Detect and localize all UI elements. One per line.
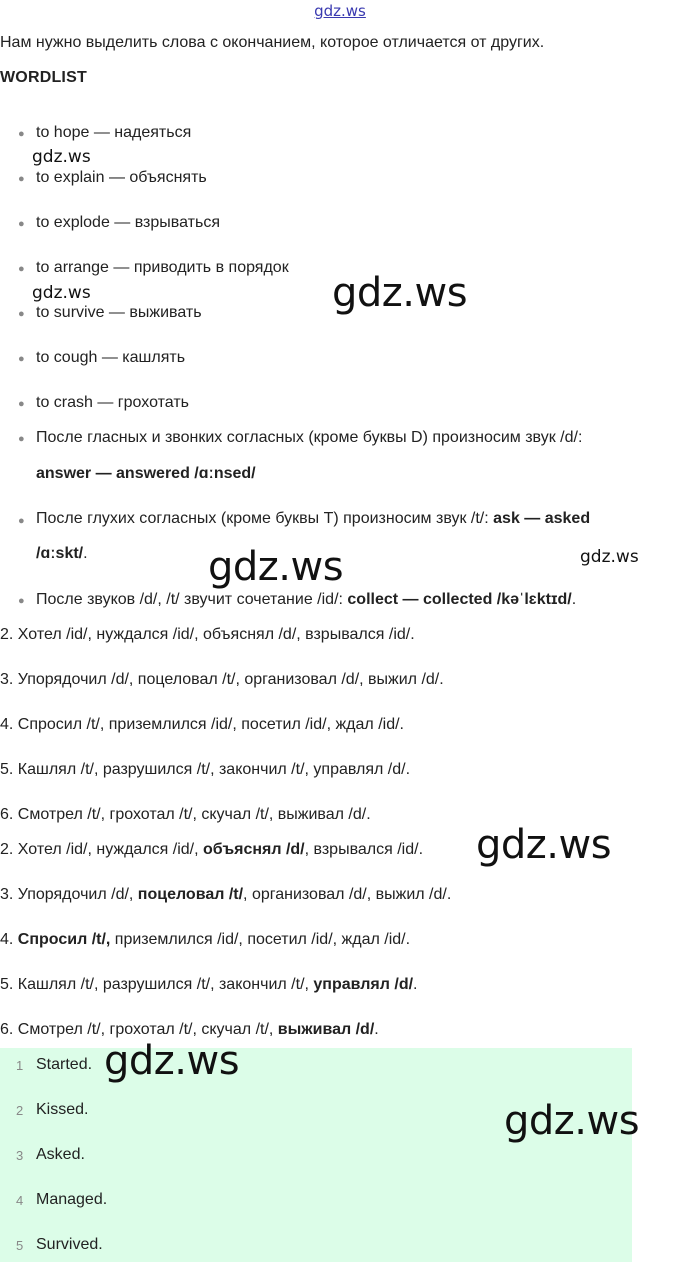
answer-line [0,976,418,994]
line-bold: управлял /d/ [313,976,414,993]
list-item: to crash — грохотать [36,394,189,411]
watermark: gdz.ws [504,1098,640,1144]
bullet-icon: ● [18,353,25,365]
bullet-icon: ● [18,398,25,410]
answer-line [0,1021,379,1039]
site-link[interactable]: gdz.ws [314,2,366,20]
bullet-icon: ● [18,263,25,275]
bullet-icon: ● [18,173,25,185]
answer-number: 4 [16,1193,24,1208]
bullet-icon: ● [18,433,25,445]
answer-text: Started. [36,1056,93,1073]
answer-line: 2. Хотел /id/, нуждался /id/, объяснял /d/, взрывался /id/. [0,626,415,643]
answer-text: Kissed. [36,1101,89,1118]
answer-number: 5 [16,1238,24,1253]
line-post: . [374,1021,379,1038]
rule-text [36,510,590,528]
list-item: to cough — кашлять [36,349,186,366]
rule-example-bold: ask — asked [493,510,591,527]
list-item: to arrange — приводить в порядок [36,259,289,276]
rule-example [36,465,256,483]
list-item: to explain — объяснять [36,169,207,186]
line-bold: Спросил /t/, [17,931,111,948]
bullet-icon: ● [18,515,25,527]
answer-line [0,841,423,859]
line-post: приземлился /id/, посетил /id/, ждал /id/. [110,931,411,948]
watermark: gdz.ws [208,544,344,590]
line-pre: 4. [0,931,18,948]
rule-example-bold: answer — answered /ɑːnsed/ [36,465,256,482]
line-bold: поцеловал /t/ [137,886,244,903]
answer-number: 2 [16,1103,24,1118]
watermark: gdz.ws [32,147,91,167]
rule-text-plain: После глухих согласных (кроме буквы T) произносим звук /t/: [36,510,494,527]
answer-box [0,1048,632,1262]
answer-line: 4. Спросил /t/, приземлился /id/, посетил /id/, ждал /id/. [0,716,404,733]
line-bold: выживал /d/ [277,1021,375,1038]
list-item: to explode — взрываться [36,214,220,231]
line-pre: 5. Кашлял /t/, разрушился /t/, закончил /t/, [0,976,314,993]
rule-tail: . [571,591,577,608]
answer-text: Survived. [36,1236,103,1253]
answer-number: 3 [16,1148,24,1163]
watermark: gdz.ws [32,283,91,303]
bullet-icon: ● [18,218,25,230]
rule-text-plain: После звуков /d/, /t/ звучит сочетание /id/: [36,591,348,608]
answer-number: 1 [16,1058,24,1073]
answer-text: Managed. [36,1191,108,1208]
line-post: , организовал /d/, выжил /d/. [243,886,452,903]
rule-text [36,591,576,609]
bullet-icon: ● [18,308,25,320]
line-pre: 6. Смотрел /t/, грохотал /t/, скучал /t/, [0,1021,278,1038]
line-pre: 2. Хотел /id/, нуждался /id/, [0,841,203,858]
rule-text: После гласных и звонких согласных (кроме буквы D) произносим звук /d/: [36,429,583,446]
answer-line [0,886,451,904]
watermark: gdz.ws [580,547,639,567]
watermark: gdz.ws [476,822,612,868]
list-item: to survive — выживать [36,304,202,321]
watermark: gdz.ws [104,1038,240,1084]
line-post: . [413,976,418,993]
line-bold: объяснял /d/ [203,841,305,858]
intro-text: Нам нужно выделить слова с окончанием, которое отличается от других. [0,34,545,51]
line-post: , взрывался /id/. [304,841,424,858]
bullet-icon: ● [18,128,25,140]
watermark: gdz.ws [332,270,468,316]
answer-line [0,931,410,949]
wordlist-heading: WORDLIST [0,69,87,86]
answer-line: 6. Смотрел /t/, грохотал /t/, скучал /t/, выживал /d/. [0,806,371,823]
rule-example-bold: /ɑːskt/ [36,545,84,562]
bullet-icon: ● [18,595,25,607]
list-item: to hope — надеяться [36,124,192,141]
answer-line: 3. Упорядочил /d/, поцеловал /t/, организовал /d/, выжил /d/. [0,671,444,688]
line-pre: 3. Упорядочил /d/, [0,886,138,903]
answer-text: Asked. [36,1146,85,1163]
answer-line: 5. Кашлял /t/, разрушился /t/, закончил /t/, управлял /d/. [0,761,411,778]
rule-example [36,545,88,563]
rule-tail: . [83,545,88,562]
rule-example-bold: collect — collected /kəˈlɛktɪd/ [347,591,572,608]
